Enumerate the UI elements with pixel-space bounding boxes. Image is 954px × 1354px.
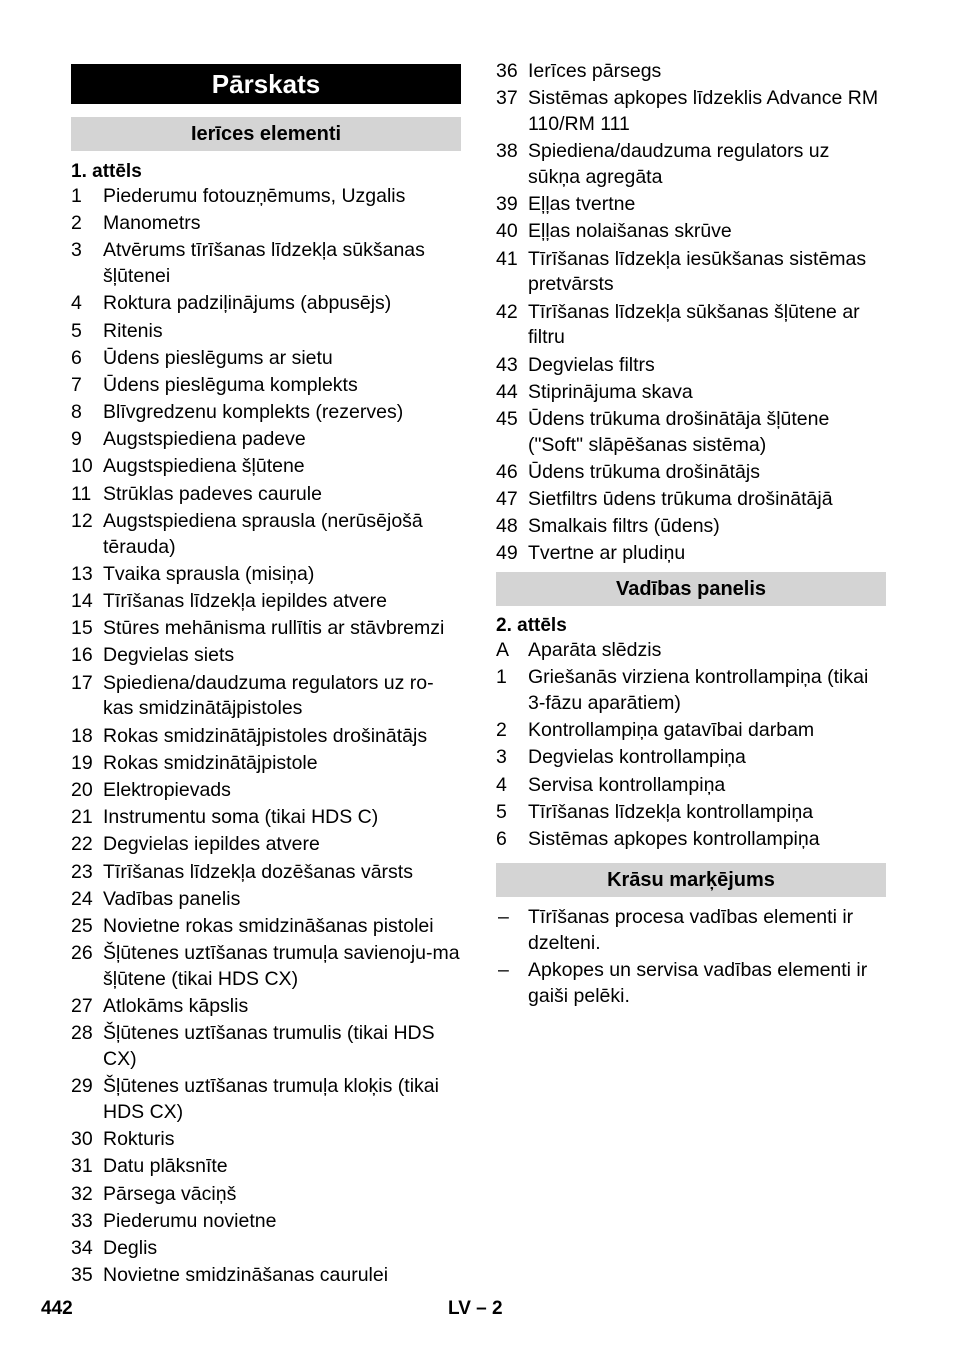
item-number: A xyxy=(496,639,510,661)
list-item xyxy=(71,941,461,993)
item-text: Piederumu novietne xyxy=(103,1209,277,1232)
figure-label-2: 2. attēls xyxy=(496,615,567,636)
item-text: Tīrīšanas procesa vadības elementi ir dzelteni. xyxy=(528,906,854,954)
item-number: 12 xyxy=(71,509,93,532)
list-item xyxy=(71,346,461,372)
item-number: 36 xyxy=(496,60,518,82)
item-text: Griešanās virziena kontrollampiņa (tikai 3-fāzu aparātiem) xyxy=(528,666,869,714)
item-number: 16 xyxy=(71,644,93,667)
color-coding-list xyxy=(496,905,886,1011)
figure-label-1: 1. attēls xyxy=(71,161,142,182)
item-number: 4 xyxy=(496,773,507,796)
list-item xyxy=(71,184,461,210)
item-text: Augstspiediena padeve xyxy=(103,428,306,451)
list-bullet: – xyxy=(498,958,509,981)
item-number: 34 xyxy=(71,1236,93,1259)
item-number: 49 xyxy=(496,542,518,565)
item-text: Deglis xyxy=(103,1236,158,1259)
item-text: Novietne smidzināšanas caurulei xyxy=(103,1264,389,1287)
list-item xyxy=(71,238,461,290)
list-item xyxy=(71,805,461,831)
item-number: 10 xyxy=(71,455,93,478)
item-text: Atlokāms kāpslis xyxy=(103,995,249,1018)
item-text: Ūdens trūkuma drošinātājs xyxy=(528,460,760,483)
list-item xyxy=(496,353,886,379)
item-number: 5 xyxy=(71,319,82,342)
item-text: Atvērums tīrīšanas līdzekļa sūkšanas šļūtenei xyxy=(103,239,425,288)
item-number: 37 xyxy=(496,87,518,110)
item-text: Blīvgredzenu komplekts (rezerves) xyxy=(103,401,404,424)
list-item xyxy=(71,319,461,345)
item-number: 42 xyxy=(496,300,518,323)
item-number: 20 xyxy=(71,778,93,801)
list-item xyxy=(496,380,886,406)
list-item xyxy=(496,541,886,567)
item-text: Instrumentu soma (tikai HDS C) xyxy=(103,806,379,829)
list-item xyxy=(496,745,886,771)
list-item xyxy=(496,59,886,85)
item-number: 3 xyxy=(496,746,507,769)
item-number: 44 xyxy=(496,380,518,403)
list-item xyxy=(496,514,886,540)
item-number: 6 xyxy=(496,827,507,850)
item-number: 31 xyxy=(71,1155,93,1178)
item-number: 21 xyxy=(71,806,93,829)
item-number: 47 xyxy=(496,488,518,511)
list-item xyxy=(71,454,461,480)
item-number: 9 xyxy=(71,428,82,451)
list-item xyxy=(496,905,886,957)
item-number: 19 xyxy=(71,751,93,774)
list-bullet: – xyxy=(498,906,509,928)
list-item xyxy=(496,139,886,191)
item-number: 39 xyxy=(496,193,518,216)
item-text: Eļļas tvertne xyxy=(528,193,636,216)
list-item xyxy=(71,994,461,1020)
item-text: Augstspiediena sprausla (nerūsējošā tērauda) xyxy=(103,509,423,558)
item-text: Kontrollampiņa gatavībai darbam xyxy=(528,719,815,742)
item-number: 3 xyxy=(71,239,82,262)
item-text: Aparāta slēdzis xyxy=(528,639,662,661)
item-text: Tīrīšanas līdzekļa iepildes atvere xyxy=(103,590,387,613)
list-item xyxy=(71,832,461,858)
item-text: Sistēmas apkopes līdzeklis Advance RM 110/RM 111 xyxy=(528,87,879,135)
list-item xyxy=(496,718,886,744)
list-item xyxy=(71,643,461,669)
item-text: Degvielas filtrs xyxy=(528,353,655,376)
item-text: Piederumu fotouzņēmums, Uzgalis xyxy=(103,185,406,207)
item-number: 18 xyxy=(71,724,93,747)
item-number: 4 xyxy=(71,292,82,315)
item-text: Manometrs xyxy=(103,212,201,235)
list-item xyxy=(496,773,886,799)
list-item xyxy=(71,778,461,804)
item-number: 13 xyxy=(71,562,93,585)
item-text: Degvielas kontrollampiņa xyxy=(528,746,746,769)
item-number: 29 xyxy=(71,1075,93,1098)
list-item xyxy=(496,219,886,245)
item-text: Servisa kontrollampiņa xyxy=(528,773,726,796)
item-number: 5 xyxy=(496,800,507,823)
item-number: 45 xyxy=(496,407,518,430)
item-number: 32 xyxy=(71,1182,93,1205)
list-item xyxy=(71,860,461,886)
item-number: 30 xyxy=(71,1128,93,1151)
item-text: Ūdens trūkuma drošinātāja šļūtene ("Soft" slāpēšanas sistēma) xyxy=(528,407,830,456)
item-text: Roktura padziļinājums (abpusējs) xyxy=(103,292,392,315)
list-item xyxy=(71,1182,461,1208)
item-text: Vadības panelis xyxy=(103,887,241,910)
item-number: 11 xyxy=(71,482,92,505)
list-item xyxy=(496,247,886,299)
list-item xyxy=(71,1236,461,1262)
item-text: Stūres mehānisma rullītis ar stāvbremzi xyxy=(103,617,445,640)
item-number: 2 xyxy=(496,719,507,742)
item-text: Strūklas padeves caurule xyxy=(103,482,322,505)
item-number: 17 xyxy=(71,671,93,694)
list-item xyxy=(71,1127,461,1153)
list-item xyxy=(71,1154,461,1180)
list-item xyxy=(71,671,461,723)
item-number: 2 xyxy=(71,212,82,235)
item-text: Novietne rokas smidzināšanas pistolei xyxy=(103,914,434,937)
list-item xyxy=(71,482,461,508)
list-item xyxy=(71,616,461,642)
list-item xyxy=(71,914,461,940)
control-panel-list xyxy=(496,638,886,854)
list-item xyxy=(496,958,886,1010)
list-item xyxy=(71,291,461,317)
item-text: Šļūtenes uztīšanas trumuļa kloķis (tikai HDS CX) xyxy=(103,1075,439,1124)
item-text: Rokas smidzinātājpistole xyxy=(103,751,318,774)
item-text: Ūdens pieslēgums ar sietu xyxy=(103,346,333,369)
device-elements-list-continued xyxy=(496,59,886,569)
list-item xyxy=(71,562,461,588)
list-item xyxy=(71,211,461,237)
item-text: Tvertne ar pludiņu xyxy=(528,542,686,565)
device-elements-list xyxy=(71,184,461,1290)
list-item xyxy=(496,86,886,138)
item-text: Datu plāksnīte xyxy=(103,1155,228,1178)
section-code: LV – 2 xyxy=(448,1298,503,1319)
item-number: 38 xyxy=(496,140,518,163)
list-item xyxy=(496,665,886,717)
item-text: Degvielas siets xyxy=(103,644,235,667)
item-number: 1 xyxy=(496,666,507,689)
list-item xyxy=(496,800,886,826)
item-number: 8 xyxy=(71,401,82,424)
item-text: Spiediena/daudzuma regulators uz ro-kas smidzinātājpistoles xyxy=(103,671,434,720)
item-number: 1 xyxy=(71,185,82,207)
list-item xyxy=(71,373,461,399)
item-text: Pārsega vāciņš xyxy=(103,1182,237,1205)
list-item xyxy=(496,487,886,513)
list-item xyxy=(71,589,461,615)
item-text: Tīrīšanas līdzekļa kontrollampiņa xyxy=(528,800,814,823)
item-text: Rokas smidzinātājpistoles drošinātājs xyxy=(103,724,428,747)
list-item xyxy=(71,1263,461,1289)
item-number: 25 xyxy=(71,914,93,937)
item-number: 23 xyxy=(71,860,93,883)
item-text: Sietfiltrs ūdens trūkuma drošinātājā xyxy=(528,488,833,511)
item-number: 41 xyxy=(496,247,518,270)
item-number: 15 xyxy=(71,617,93,640)
list-item xyxy=(496,827,886,853)
item-text: Tīrīšanas līdzekļa dozēšanas vārsts xyxy=(103,860,413,883)
list-item xyxy=(71,1209,461,1235)
section-heading-device-elements: Ierīces elementi xyxy=(71,117,461,151)
item-text: Apkopes un servisa vadības elementi ir gaiši pelēki. xyxy=(528,958,868,1007)
item-text: Ūdens pieslēguma komplekts xyxy=(103,373,358,396)
item-text: Stiprinājuma skava xyxy=(528,380,693,403)
list-item xyxy=(496,407,886,459)
item-number: 28 xyxy=(71,1022,93,1045)
list-item xyxy=(71,1021,461,1073)
list-item xyxy=(71,427,461,453)
section-heading-control-panel: Vadības panelis xyxy=(496,572,886,606)
item-number: 6 xyxy=(71,346,82,369)
item-number: 46 xyxy=(496,460,518,483)
list-item xyxy=(496,460,886,486)
item-text: Šļūtenes uztīšanas trumulis (tikai HDS CX) xyxy=(103,1022,435,1071)
item-number: 22 xyxy=(71,833,93,856)
list-item xyxy=(71,751,461,777)
item-number: 40 xyxy=(496,220,518,243)
list-item xyxy=(71,1074,461,1126)
item-number: 33 xyxy=(71,1209,93,1232)
item-text: Elektropievads xyxy=(103,778,231,801)
item-text: Rokturis xyxy=(103,1128,175,1151)
item-number: 14 xyxy=(71,590,93,613)
item-text: Eļļas nolaišanas skrūve xyxy=(528,220,732,243)
list-item xyxy=(496,300,886,352)
page-title: Pārskats xyxy=(71,64,461,104)
item-text: Tvaika sprausla (misiņa) xyxy=(103,562,315,585)
list-item xyxy=(496,192,886,218)
item-text: Tīrīšanas līdzekļa iesūkšanas sistēmas pretvārsts xyxy=(528,247,867,296)
item-number: 24 xyxy=(71,887,93,910)
page-number: 442 xyxy=(41,1298,73,1319)
item-text: Tīrīšanas līdzekļa sūkšanas šļūtene ar filtru xyxy=(528,300,860,349)
item-number: 26 xyxy=(71,942,93,965)
item-text: Spiediena/daudzuma regulators uz sūkņa agregāta xyxy=(528,140,830,188)
item-text: Augstspiediena šļūtene xyxy=(103,455,305,478)
item-text: Šļūtenes uztīšanas trumuļa savienoju-ma šļūtene (tikai HDS CX) xyxy=(103,942,460,990)
section-heading-color-coding: Krāsu marķējums xyxy=(496,863,886,897)
item-number: 7 xyxy=(71,373,82,396)
item-text: Degvielas iepildes atvere xyxy=(103,833,320,856)
item-text: Smalkais filtrs (ūdens) xyxy=(528,515,720,538)
item-number: 48 xyxy=(496,515,518,538)
list-item xyxy=(71,887,461,913)
list-item xyxy=(71,400,461,426)
list-item xyxy=(71,724,461,750)
item-text: Ritenis xyxy=(103,319,163,342)
item-number: 35 xyxy=(71,1264,93,1287)
list-item xyxy=(71,509,461,561)
item-text: Ierīces pārsegs xyxy=(528,60,662,82)
list-item xyxy=(496,638,886,664)
item-number: 43 xyxy=(496,353,518,376)
item-text: Sistēmas apkopes kontrollampiņa xyxy=(528,827,820,850)
item-number: 27 xyxy=(71,995,93,1018)
